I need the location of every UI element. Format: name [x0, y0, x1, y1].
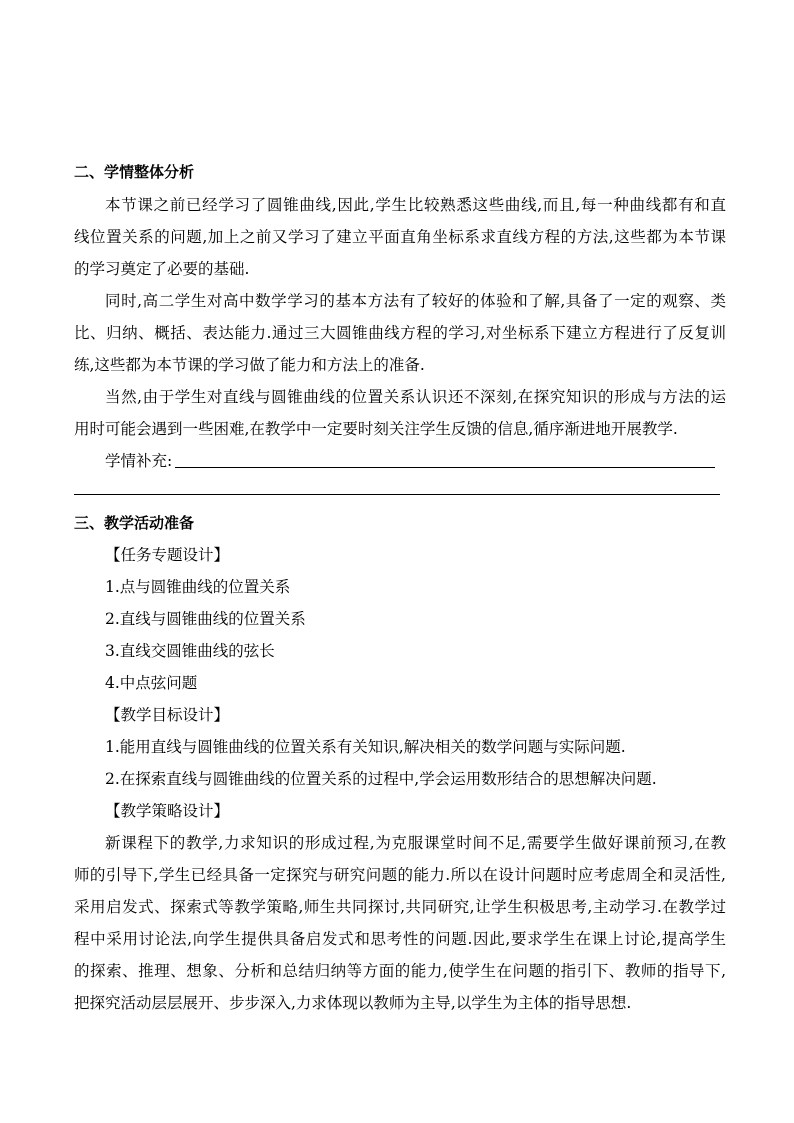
goal-item: 1.能用直线与圆锥曲线的位置关系有关知识,解决相关的数学问题与实际问题. — [105, 738, 626, 756]
goal-design-title: 【教学目标设计】 — [105, 706, 230, 724]
goal-item: 2.在探索直线与圆锥曲线的位置关系的过程中,学会运用数形结合的思想解决问题. — [105, 770, 657, 788]
paragraph-line: 采用启发式、探索式等教学策略,师生共同探讨,共同研究,让学生积极思考,主动学习.在教学过 — [74, 898, 726, 916]
strategy-design-title: 【教学策略设计】 — [105, 802, 230, 820]
paragraph-line: 同时,高二学生对高中数学学习的基本方法有了较好的体验和了解,具备了一定的观察、类 — [105, 292, 726, 310]
paragraph-line: 当然,由于学生对直线与圆锥曲线的位置关系认识还不深刻,在探究知识的形成与方法的运 — [105, 388, 726, 406]
paragraph-line: 本节课之前已经学习了圆锥曲线,因此,学生比较熟悉这些曲线,而且,每一种曲线都有和直 — [105, 196, 726, 214]
paragraph-line: 练,这些都为本节课的学习做了能力和方法上的准备. — [74, 356, 425, 374]
supplement-label: 学情补充: — [105, 452, 173, 470]
paragraph-line: 用时可能会遇到一些困难,在教学中一定要时刻关注学生反馈的信息,循序渐进地开展教学. — [74, 420, 678, 438]
section3-heading: 三、教学活动准备 — [74, 514, 195, 532]
task-item: 4.中点弦问题 — [105, 674, 198, 692]
supplement-fill-line[interactable] — [175, 467, 715, 468]
paragraph-line: 比、归纳、概括、表达能力.通过三大圆锥曲线方程的学习,对坐标系下建立方程进行了反复训 — [74, 324, 726, 342]
paragraph-line: 的学习奠定了必要的基础. — [74, 260, 250, 278]
paragraph-line: 的探索、推理、想象、分析和总结归纳等方面的能力,使学生在问题的指引下、教师的指导下, — [74, 962, 726, 980]
section2-heading: 二、学情整体分析 — [74, 163, 195, 181]
supplement-fill-line-2[interactable] — [74, 494, 720, 495]
task-item: 2.直线与圆锥曲线的位置关系 — [105, 610, 306, 628]
task-item: 3.直线交圆锥曲线的弦长 — [105, 642, 275, 660]
paragraph-line: 把探究活动层层展开、步步深入,力求体现以教师为主导,以学生为主体的指导思想. — [74, 994, 632, 1012]
paragraph-line: 程中采用讨论法,向学生提供具备启发式和思考性的问题.因此,要求学生在课上讨论,提高学生 — [74, 930, 726, 948]
paragraph-line: 线位置关系的问题,加上之前又学习了建立平面直角坐标系求直线方程的方法,这些都为本节课 — [74, 228, 726, 246]
task-item: 1.点与圆锥曲线的位置关系 — [105, 578, 291, 596]
paragraph-line: 新课程下的教学,力求知识的形成过程,为克服课堂时间不足,需要学生做好课前预习,在教 — [105, 834, 726, 852]
paragraph-line: 师的引导下,学生已经具备一定探究与研究问题的能力.所以在设计问题时应考虑周全和灵活性, — [74, 866, 726, 884]
task-design-title: 【任务专题设计】 — [105, 546, 230, 564]
